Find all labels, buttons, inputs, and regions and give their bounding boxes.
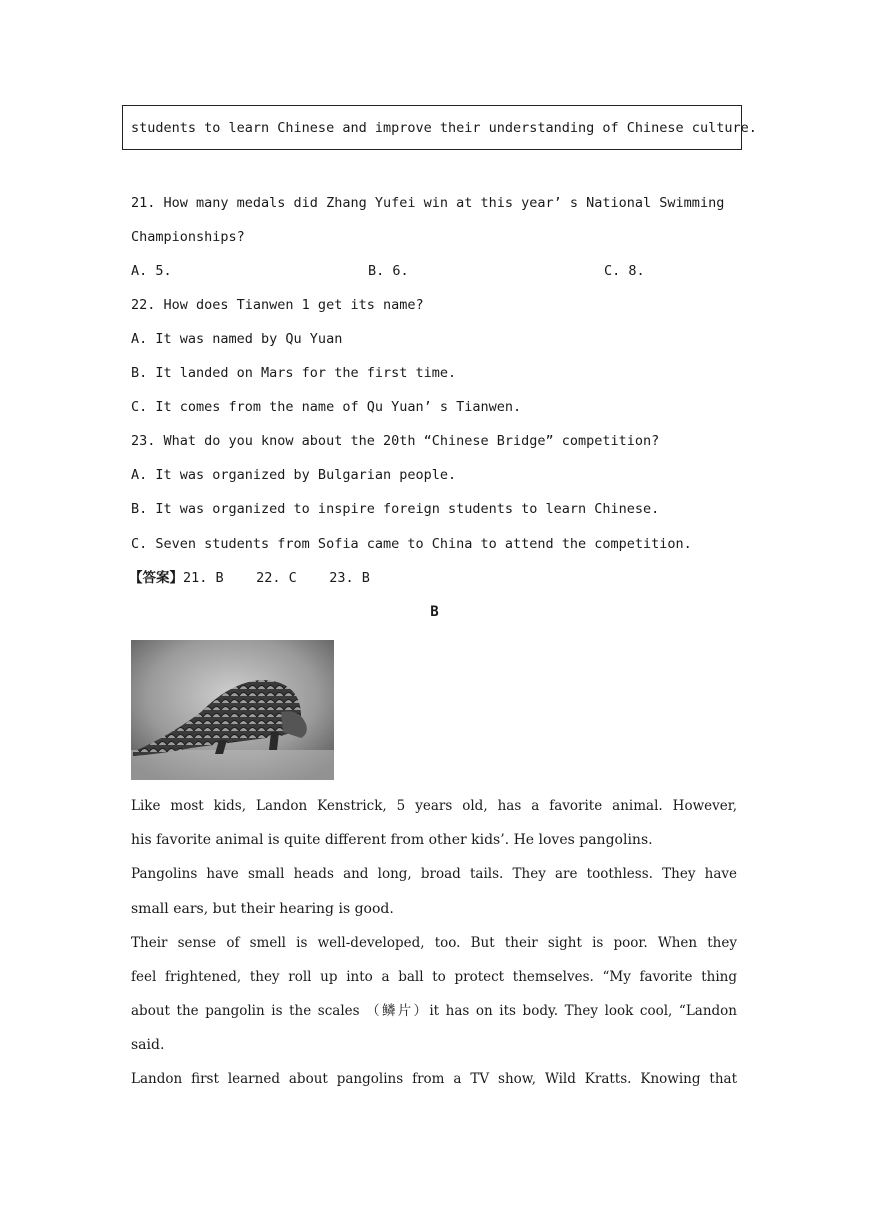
pangolin-photo	[131, 640, 334, 780]
q21-option-c: C. 8.	[604, 263, 645, 279]
box-text: students to learn Chinese and improve their understanding of Chinese culture.	[131, 120, 757, 136]
q23-stem: 23. What do you know about the 20th “Chinese Bridge” competition?	[131, 433, 660, 449]
q23-option-b: B. It was organized to inspire foreign students to learn Chinese.	[131, 501, 660, 517]
passage-p2-line1: Pangolins have small heads and long, broad tails. They are toothless. They have	[131, 866, 737, 882]
q22-option-c: C. It comes from the name of Qu Yuan’ s Tianwen.	[131, 399, 522, 415]
q21-stem-line2: Championships?	[131, 229, 245, 245]
pangolin-illustration	[131, 640, 334, 780]
passage-p3-line1: Their sense of smell is well-developed, too. But their sight is poor. When they	[131, 935, 737, 951]
section-heading-b: B	[430, 604, 439, 620]
q21-option-b: B. 6.	[368, 263, 409, 279]
answer-line	[129, 569, 370, 587]
passage-p1-line1: Like most kids, Landon Kenstrick, 5 years old, has a favorite animal. However,	[131, 798, 737, 814]
passage-p4-line1: Landon first learned about pangolins from a TV show, Wild Kratts. Knowing that	[131, 1071, 737, 1087]
answer-text: 21. B 22. C 23. B	[183, 570, 370, 586]
q21-option-a: A. 5.	[131, 263, 172, 279]
q22-stem: 22. How does Tianwen 1 get its name?	[131, 297, 424, 313]
continued-text-box	[122, 105, 757, 150]
passage-p1-line2: his favorite animal is quite different from other kids’. He loves pangolins.	[131, 832, 653, 848]
q22-option-b: B. It landed on Mars for the first time.	[131, 365, 457, 381]
passage-p3-line2: feel frightened, they roll up into a ball to protect themselves. “My favorite thing	[131, 969, 737, 985]
passage-p3-line3: about the pangolin is the scales （鳞片）it has on its body. They look cool, “Landon	[131, 1003, 737, 1019]
q23-option-a: A. It was organized by Bulgarian people.	[131, 467, 457, 483]
passage-p2-line2: small ears, but their hearing is good.	[131, 901, 394, 917]
q22-option-a: A. It was named by Qu Yuan	[131, 331, 343, 347]
passage-p3-line4: said.	[131, 1037, 165, 1053]
q23-option-c: C. Seven students from Sofia came to China to attend the competition.	[131, 536, 692, 552]
q21-stem-line1: 21. How many medals did Zhang Yufei win at this year’ s National Swimming	[131, 195, 725, 211]
answer-label: 【答案】	[129, 570, 183, 586]
